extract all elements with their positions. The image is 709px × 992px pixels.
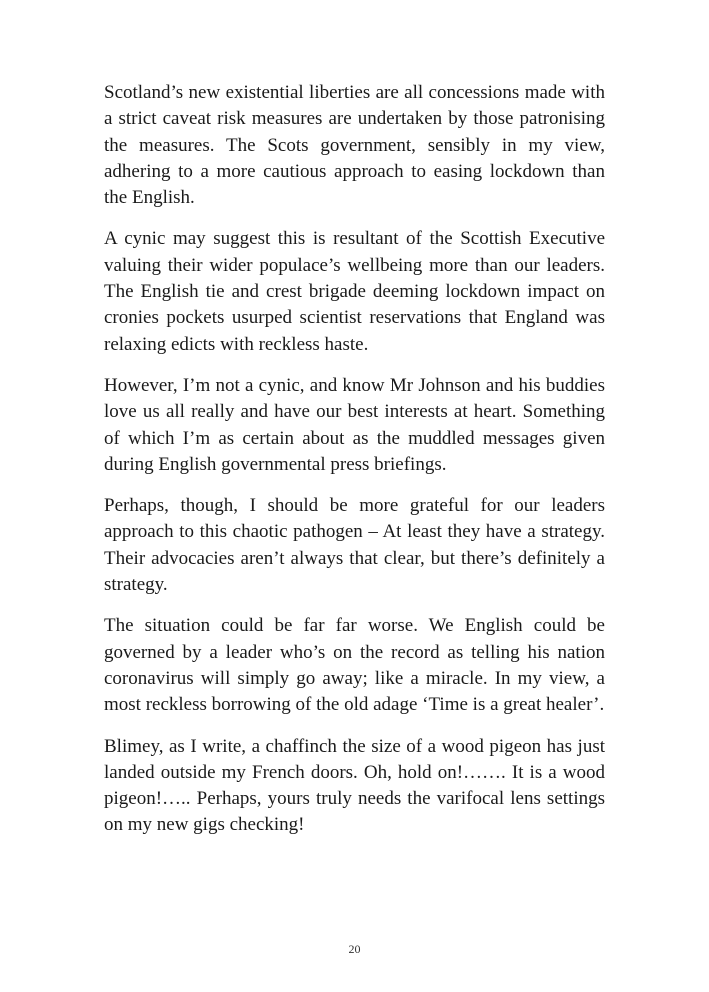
paragraph-1: Scotland’s new existential liberties are all concessions made with a strict caveat risk measures are undertaken by those patronising the measures. The Scots government, sensibly in my view, adhering to a more cautious approach to easing lockdown than the English. [104,82,605,209]
paragraph-6: Blimey, as I write, a chaffinch the size of a wood pigeon has just landed outside my French doors. Oh, hold on!……. It is a wood pigeon!….. Perhaps, yours truly needs the varifocal lens settings on my new gigs checking! [104,735,605,836]
page-body [104,80,605,854]
paragraph-4: Perhaps, though, I should be more grateful for our leaders approach to this chaotic pathogen – At least they have a strategy. Their advocacies aren’t always that clear, but there’s definitely a strategy. [104,495,605,596]
paragraph-5: The situation could be far far worse. We English could be governed by a leader who’s on the record as telling his nation coronavirus will simply go away; like a miracle. In my view, a most reckless borrowing of the old adage ‘Time is a great healer’. [104,615,605,716]
page-number: 20 [348,942,361,956]
paragraph-2: A cynic may suggest this is resultant of the Scottish Executive valuing their wider populace’s wellbeing more than our leaders. The English tie and crest brigade deeming lockdown impact on cronies pockets usurped scientist reservations that England was relaxing edicts with reckless haste. [104,228,605,355]
paragraph-3: However, I’m not a cynic, and know Mr Johnson and his buddies love us all really and have our best interests at heart. Something of which I’m as certain about as the muddled messages given during English governmental press briefings. [104,374,605,475]
